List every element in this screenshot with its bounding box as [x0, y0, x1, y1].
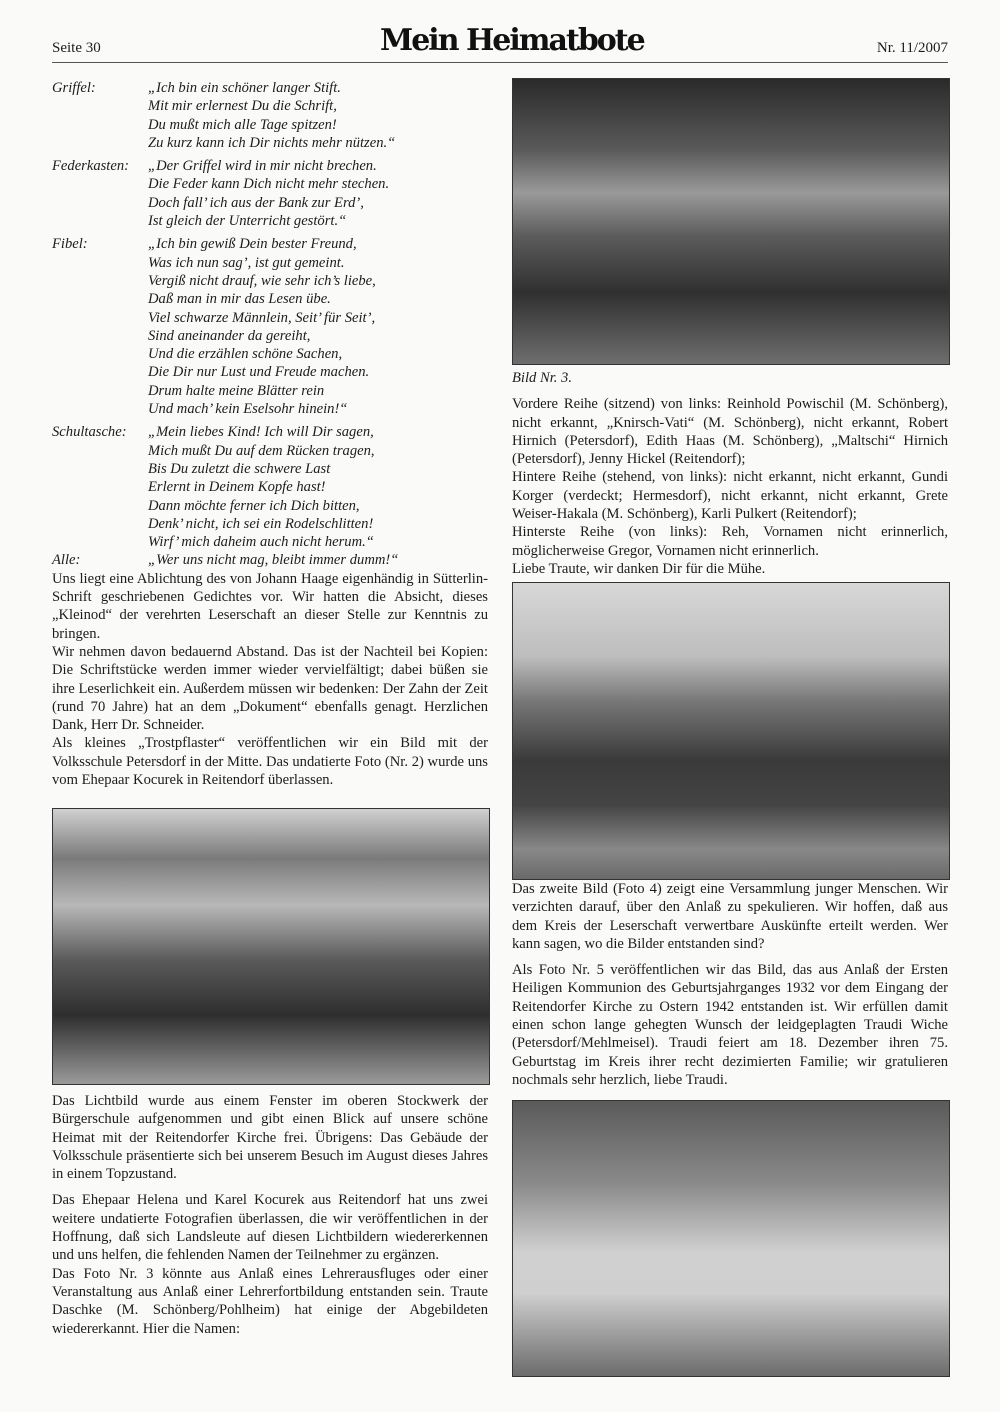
header-rule: [52, 62, 948, 63]
poem-line: Die Dir nur Lust und Freude machen.: [148, 364, 370, 381]
stanza-label: Schultasche:: [52, 424, 127, 441]
poem-line: Vergiß nicht drauf, wie sehr ich’s liebe,: [148, 272, 376, 289]
masthead-logo: Mein Heimatbote: [380, 23, 644, 58]
poem-line: „Wer uns nicht mag, bleibt immer dumm!“: [148, 552, 399, 569]
poem-line: Denk’ nicht, ich sei ein Rodelschlitten!: [148, 515, 374, 532]
body-paragraph: Als kleines „Trostpflaster“ veröffentlichen wir ein Bild mit der Volksschule Petersdorf in der Mitte. Das undatierte Foto (Nr. 2) wurde uns vom Ehepaar Kocurek in Reitendorf überlassen.: [52, 735, 488, 788]
body-paragraph: Hintere Reihe (stehend, von links): nicht erkannt, nicht erkannt, Gundi Korger (verdeckt; Hermesdorf), nicht erkannt, nicht erkannt, Grete Weiser-Hakala (M. Schönberg), Karli Pulkert (Reitendorf);: [512, 469, 948, 523]
photo-assembly-foto-4: [512, 582, 950, 880]
stanza-label: Fibel:: [52, 236, 88, 253]
poem-line: Erlernt in Deinem Kopfe hast!: [148, 479, 326, 496]
photo-first-communion-foto-5: [512, 1100, 950, 1377]
poem-stanza: [52, 551, 488, 569]
poem-stanza: [52, 423, 488, 551]
poem-line: „Der Griffel wird in mir nicht brechen.: [148, 158, 377, 175]
poem-line: Sind aneinander da gereiht,: [148, 327, 311, 344]
body-paragraph: Das Lichtbild wurde aus einem Fenster im oberen Stockwerk der Bürgerschule aufgenommen und gibt einen Blick auf unsere schöne Heimat mit der Reitendorfer Kirche frei. Übrigens: Das Gebäude der Volksschule präsentierte sich bei unserem Besuch im August dieses Jahres in einem Topzustand.: [52, 1093, 488, 1183]
poem-line: Und die erzählen schöne Sachen,: [148, 346, 343, 363]
stanza-label: Federkasten:: [52, 158, 129, 175]
body-paragraph: Hinterste Reihe (von links): Reh, Vornamen nicht erinnerlich, möglicherweise Gregor, Vornamen nicht erinnerlich.: [512, 524, 948, 559]
left-text-lower: [52, 1092, 488, 1338]
poem-line: Und mach’ kein Eselsohr hinein!“: [148, 401, 348, 418]
body-paragraph: Das zweite Bild (Foto 4) zeigt eine Versammlung junger Menschen. Wir verzichten darauf, über den Anlaß zu spekulieren. Wir hoffen, daß aus dem Kreis der Leserschaft verwertbare Auskünfte erteilt werden. Wer kann sagen, wo die Bilder entstanden sind?: [512, 881, 948, 952]
poem-line: Dann möchte ferner ich Dich bitten,: [148, 497, 360, 514]
body-paragraph: Als Foto Nr. 5 veröffentlichen wir das Bild, das aus Anlaß der Ersten Heiligen Kommunion des Geburtsjahrganges 1932 vor dem Eingang der Reitendorfer Kirche zu Ostern 1942 entstanden ist. Wir erfüllen damit einen schon lange gehegten Wunsch der leidgeplagten Traudi Wiche (Petersdorf/Mehlmeisel). Traudi feiert am 18. Dezember ihren 75. Geburtstag im Kreis ihrer recht dezimierten Familie; wir gratulieren nochmals sehr herzlich, liebe Traudi.: [512, 962, 948, 1088]
photo-group-bild-3: [512, 78, 950, 365]
poem-line: Mit mir erlernest Du die Schrift,: [148, 98, 337, 115]
poem-line: Wirf’ mich daheim auch nicht herum.“: [148, 534, 374, 551]
photo-caption: Bild Nr. 3.: [512, 370, 573, 386]
poem-line: Daß man in mir das Lesen übe.: [148, 291, 331, 308]
poem: [52, 79, 488, 789]
poem-line: Doch fall’ ich aus der Bank zur Erd’,: [148, 194, 364, 211]
body-paragraph: Uns liegt eine Ablichtung des von Johann Haage eigenhändig in Sütterlin-Schrift geschriebenen Gedichtes vor. Wir hatten die Absicht, dieses „Kleinod“ der verehrten Leserschaft an dieser Stelle zur Kenntnis zu bringen.: [52, 570, 488, 642]
page-number: Seite 30: [52, 40, 101, 56]
poem-line: Du mußt mich alle Tage spitzen!: [148, 116, 337, 133]
poem-stanza: [52, 79, 488, 152]
poem-line: Viel schwarze Männlein, Seit’ für Seit’,: [148, 309, 376, 326]
poem-stanza: [52, 235, 488, 418]
body-paragraph: Liebe Traute, wir danken Dir für die Mühe.: [512, 560, 766, 577]
poem-line: Bis Du zuletzt die schwere Last: [148, 460, 331, 477]
issue-number: Nr. 11/2007: [876, 40, 948, 56]
poem-line: Ist gleich der Unterricht gestört.“: [148, 213, 347, 230]
body-paragraph: Das Foto Nr. 3 könnte aus Anlaß eines Lehrerausfluges oder einer Veranstaltung aus Anlaß einer Lehrerfortbildung entstanden sein. Traute Daschke (M. Schönberg/Pohlheim) hat einige der Abgebildeten wiedererkannt. Hier die Namen:: [52, 1265, 488, 1337]
stanza-label: Alle:: [52, 552, 81, 569]
body-paragraph: Vordere Reihe (sitzend) von links: Reinhold Powischil (M. Schönberg), nicht erkannt, „Knirsch-Vati“ (M. Schönberg), nicht erkannt, Robert Hirnich (Petersdorf), Edith Haas (M. Schönberg), „Maltschi“ Hirnich (Petersdorf), Jenny Hickel (Reitendorf);: [512, 396, 948, 468]
poem-line: „Ich bin ein schöner langer Stift.: [148, 80, 341, 96]
poem-stanza: [52, 157, 488, 230]
poem-line: Zu kurz kann ich Dir nichts mehr nützen.“: [148, 134, 396, 151]
right-text-upper: [512, 369, 948, 578]
poem-line: „Ich bin gewiß Dein bester Freund,: [148, 236, 357, 253]
poem-line: „Mein liebes Kind! Ich will Dir sagen,: [148, 424, 374, 441]
poem-line: Drum halte meine Blätter rein: [148, 382, 325, 399]
stanza-label: Griffel:: [52, 80, 96, 96]
right-text-lower: [512, 880, 948, 1089]
poem-line: Mich mußt Du auf dem Rücken tragen,: [148, 442, 375, 459]
poem-line: Was ich nun sag’, ist gut gemeint.: [148, 254, 345, 271]
photo-volksschule-petersdorf: [52, 808, 490, 1085]
body-paragraph: Wir nehmen davon bedauernd Abstand. Das ist der Nachteil bei Kopien: Die Schriftstücke werden immer wieder vervielfältigt; dabei büßen sie ihre Leserlichkeit ein. Außerdem müssen wir bedenken: Der Zahn der Zeit (rund 70 Jahre) hat an dem „Dokument“ ebenfalls genagt. Herzlichen Dank, Herr Dr. Schneider.: [52, 643, 488, 734]
body-paragraph: Das Ehepaar Helena und Karel Kocurek aus Reitendorf hat uns zwei weitere undatierte Fotografien überlassen, die wir veröffentlichen in der Hoffnung, daß sich Landsleute auf diesen Lichtbildern wiedererkennen und uns helfen, die fehlenden Namen der Teilnehmer zu ergänzen.: [52, 1192, 488, 1264]
poem-line: Die Feder kann Dich nicht mehr stechen.: [148, 176, 390, 193]
